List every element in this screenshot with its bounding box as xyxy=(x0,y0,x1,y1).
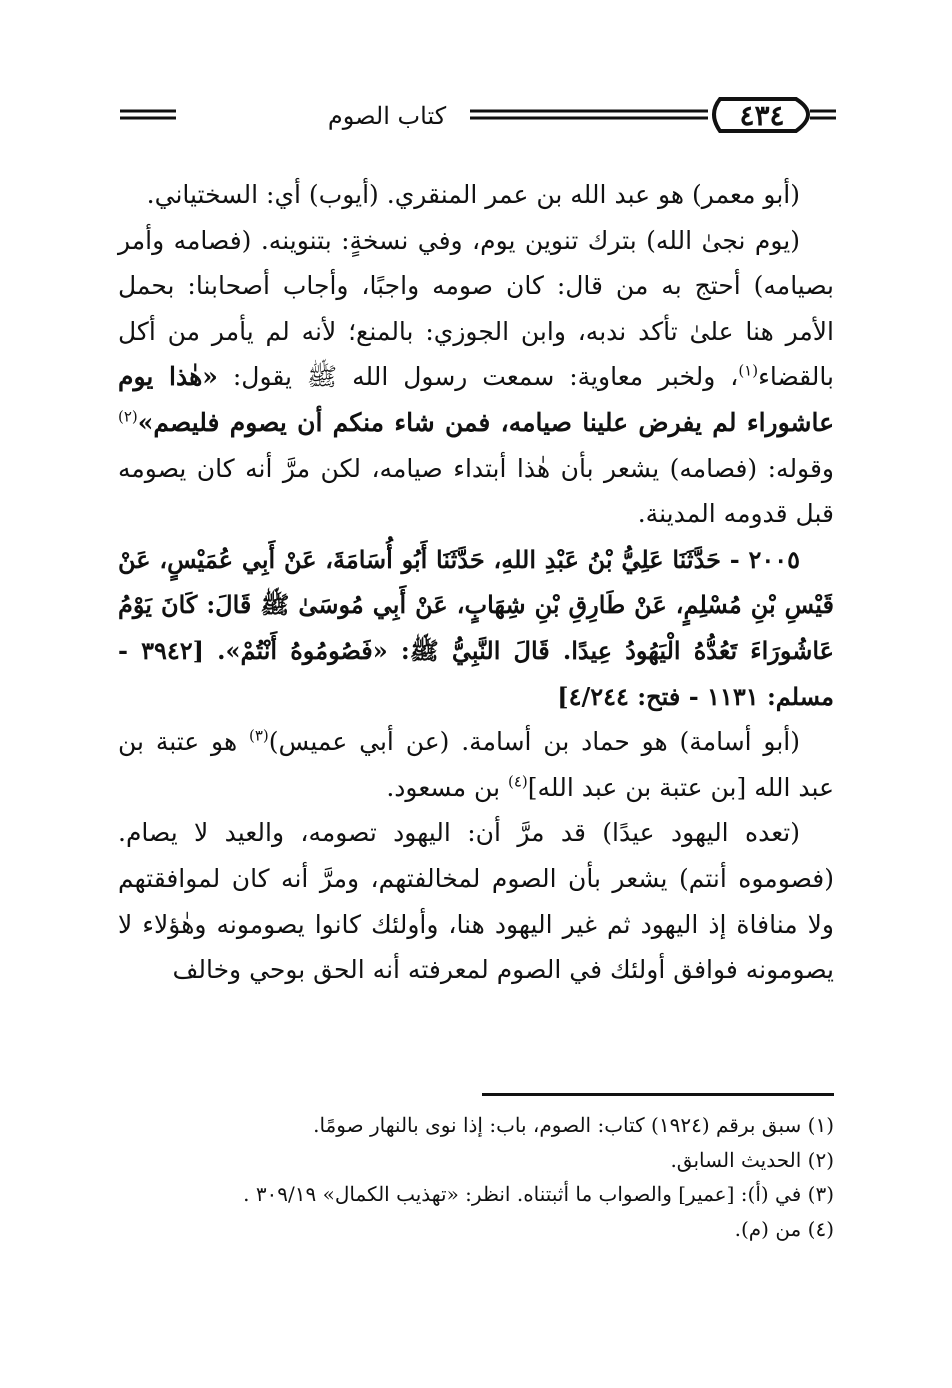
footnote-ref: (٢) xyxy=(118,407,138,426)
footnotes xyxy=(118,1108,834,1246)
commentary-paragraph: (تعده اليهود عيدًا) قد مرَّ أن: اليهود تصومه، والعيد لا يصام. (فصوموه أنتم) يشعر بأن الصوم لمخالفتهم، ومرَّ أنه كان لموافقتهم ولا منافاة إذ اليهود ثم غير اليهود هنا، وأولئك كانوا يصومونه وهٰؤلاء لا يصومونه فوافق أولئك في الصوم لمعرفته أنه الحق بوحي وخالف xyxy=(118,818,834,985)
commentary-paragraph xyxy=(118,719,834,810)
commentary-text: (أبو أسامة) هو حماد بن أسامة. (عن أبي عميس) xyxy=(268,727,800,757)
hadith-quote: «هٰذا يوم عاشوراء لم يفرض علينا صيامه، فمن شاء منكم أن يصوم فليصم» xyxy=(118,362,834,437)
commentary-text: هو عتبة بن عبد الله [بن عتبة بن عبد الله] xyxy=(118,727,834,802)
footnote-ref: (٤) xyxy=(507,772,528,791)
running-title: كتاب الصوم xyxy=(304,101,470,131)
commentary-paragraph xyxy=(118,218,834,537)
footnote: (١) سبق برقم (١٩٢٤) كتاب: الصوم، باب: إذا نوى بالنهار صومًا. xyxy=(313,1113,834,1137)
commentary-text: ، ولخبر معاوية: سمعت رسول الله ﷺ يقول: xyxy=(217,362,739,392)
commentary-text: (يوم نجىٰ الله) بترك تنوين يوم، وفي نسخةٍ: بتنوينه. (فصامه وأمر بصيامه) أحتج به من قال: كان صومه واجبًا، وأجاب أصحابنا: بحمل الأمر هنا علىٰ تأكد ندبه، وابن الجوزي: بالمنع؛ لأنه لم يأمر من أكل بالقضاء xyxy=(118,225,834,392)
commentary-text: وقوله: (فصامه) يشعر بأن هٰذا أبتداء صيامه، لكن مرَّ أنه كان يصومه قبل قدومه المدينة. xyxy=(118,453,834,529)
commentary-paragraph: (أبو معمر) هو عبد الله بن عمر المنقري. (أيوب) أي: السختياني. xyxy=(146,180,800,209)
footnote-ref: (٣) xyxy=(248,726,269,745)
main-text xyxy=(118,172,834,993)
footnote-ref: (١) xyxy=(738,362,759,381)
footnote-divider xyxy=(482,1093,834,1096)
footnote: (٤) من (م). xyxy=(734,1216,834,1241)
page-number: ٤٣٤ xyxy=(739,99,785,132)
page-header xyxy=(120,92,836,140)
hadith-text: ٢٠٠٥ - حَدَّثَنَا عَلِيُّ بْنُ عَبْدِ اللهِ، حَدَّثَنَا أَبُو أُسَامَةَ، عَنْ أَبِي عُمَيْسٍ، عَنْ قَيْسِ بْنِ مُسْلِمٍ، عَنْ طَارِقِ بْنِ شِهَابٍ، عَنْ أَبِي مُوسَىٰ ﷺ قَالَ: كَانَ يَوْمُ عَاشُورَاءَ تَعُدُّهُ الْيَهُودُ عِيدًا. قَالَ النَّبِيُّ ﷺ: «فَصُومُوهُ أَنْتُمْ». [٣٩٤٢ - مسلم: ١١٣١ - فتح: ٤/٢٤٤] xyxy=(118,544,834,711)
footnote: (٣) في (أ): [عمير] والصواب ما أثبتناه. انظر: «تهذيب الكمال» ٣٠٩/١٩ . xyxy=(243,1182,834,1206)
commentary-text: بن مسعود. xyxy=(386,772,508,802)
footnote: (٢) الحديث السابق. xyxy=(670,1147,834,1172)
